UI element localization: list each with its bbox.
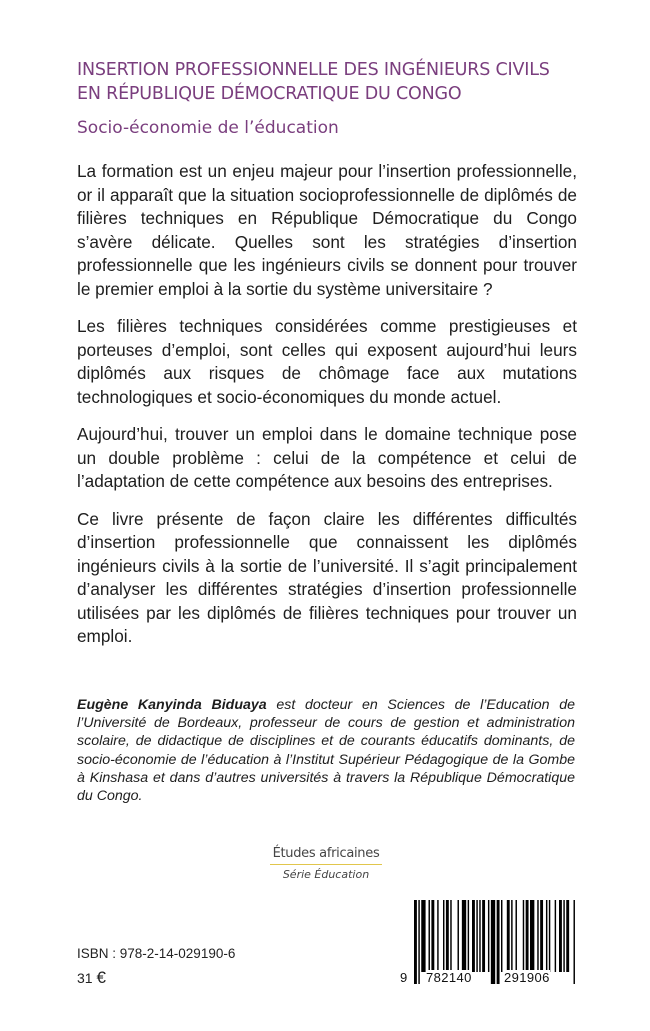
series-logo xyxy=(262,846,390,882)
barcode-bar xyxy=(458,900,459,972)
barcode-group-left: 782140 xyxy=(426,970,472,985)
book-subtitle: Socio-économie de l’éducation xyxy=(77,118,339,138)
barcode-bar xyxy=(418,900,419,984)
price-currency: € xyxy=(96,968,106,987)
series-subname: Série Éducation xyxy=(282,868,370,881)
barcode-bar xyxy=(497,900,500,984)
barcode-bar xyxy=(526,900,529,972)
barcode-bar xyxy=(574,900,575,984)
barcode-bar xyxy=(446,900,449,972)
barcode-bar xyxy=(479,900,480,972)
barcode-bar xyxy=(516,900,517,972)
barcode-bar xyxy=(429,900,430,972)
series-name: Études africaines xyxy=(272,846,380,861)
barcode-bar xyxy=(482,900,485,972)
barcode-bar xyxy=(559,900,562,972)
series-rule xyxy=(270,864,382,865)
barcode-bar xyxy=(488,900,489,972)
barcode-bar xyxy=(546,900,547,972)
barcode-bar xyxy=(523,900,524,972)
barcode-bar xyxy=(555,900,556,972)
book-title xyxy=(77,58,617,106)
barcode-bar xyxy=(437,900,438,972)
barcode-bar xyxy=(566,900,569,972)
barcode-bar xyxy=(563,900,564,972)
barcode-bar xyxy=(450,900,451,972)
barcode-bar xyxy=(491,900,495,984)
blurb-paragraph-1: La formation est un enjeu majeur pour l’insertion professionnelle, or il apparaît que la situation socioprofessionnelle de diplômés de filières techniques en République Démocratique du Congo s’avère délicate. Quelles sont les stratégies d’insertion professionnelle que les ingénieurs civils se donnent pour trouver le premier emploi à la sortie du système universitaire ? xyxy=(77,161,577,299)
barcode-digit-first: 9 xyxy=(400,970,408,985)
barcode-bar xyxy=(549,900,550,972)
barcode xyxy=(400,900,582,992)
barcode-bar xyxy=(472,900,475,972)
barcode-bar xyxy=(462,900,466,972)
barcode-bar xyxy=(468,900,469,972)
barcode-bar xyxy=(540,900,543,972)
price xyxy=(77,968,106,988)
barcode-bar xyxy=(443,900,444,972)
author-bio xyxy=(77,696,575,805)
barcode-group-right: 291906 xyxy=(504,970,550,985)
title-line-2: EN RÉPUBLIQUE DÉMOCRATIQUE DU CONGO xyxy=(77,84,462,104)
blurb-paragraph-3: Aujourd’hui, trouver un emploi dans le domaine technique pose un double problème : celui de la compétence et celui de l’adaptation de cette compétence aux besoins des entreprises. xyxy=(77,424,577,491)
blurb xyxy=(77,160,577,663)
barcode-bar xyxy=(476,900,477,972)
barcode-bar xyxy=(414,900,417,984)
author-bio-text: est docteur en Sciences de l’Education de l’Université de Bordeaux, professeur de cours de gestion et administration scolaire, de didactique de disciplines et de courants éducatifs dominants, de socio-économie de l’éducation à l’Institut Supérieur Pédagogique de la Gombe à Kinshasa et dans d’autres universités à travers la République Démocratique du Congo. xyxy=(77,697,575,805)
title-line-1: INSERTION PROFESSIONNELLE DES INGÉNIEURS CIVILS xyxy=(77,60,550,80)
barcode-bar xyxy=(507,900,510,972)
author-name: Eugène Kanyinda Biduaya xyxy=(77,697,267,713)
barcode-bar xyxy=(530,900,534,972)
isbn-label: ISBN : 978-2-14-029190-6 xyxy=(77,946,236,961)
price-amount: 31 xyxy=(77,970,97,986)
barcode-bar xyxy=(511,900,512,972)
blurb-paragraph-2: Les filières techniques considérées comme prestigieuses et porteuses d’emploi, sont celles qui exposent aujourd’hui leurs diplômés aux risques de chômage face aux mutations technologiques et socio-économiques du monde actuel. xyxy=(77,316,577,407)
barcode-bar xyxy=(537,900,538,972)
barcode-bar xyxy=(501,900,502,972)
barcode-bar xyxy=(421,900,425,972)
blurb-paragraph-4: Ce livre présente de façon claire les différentes difficultés d’insertion professionnelle que connaissent les diplômés ingénieurs civils à la sortie de l’université. Il s’agit principalement d’analyser les différentes stratégies d’insertion professionnelle utilisées par les diplômés de filières techniques pour trouver un emploi. xyxy=(77,508,577,646)
barcode-bar xyxy=(431,900,434,972)
